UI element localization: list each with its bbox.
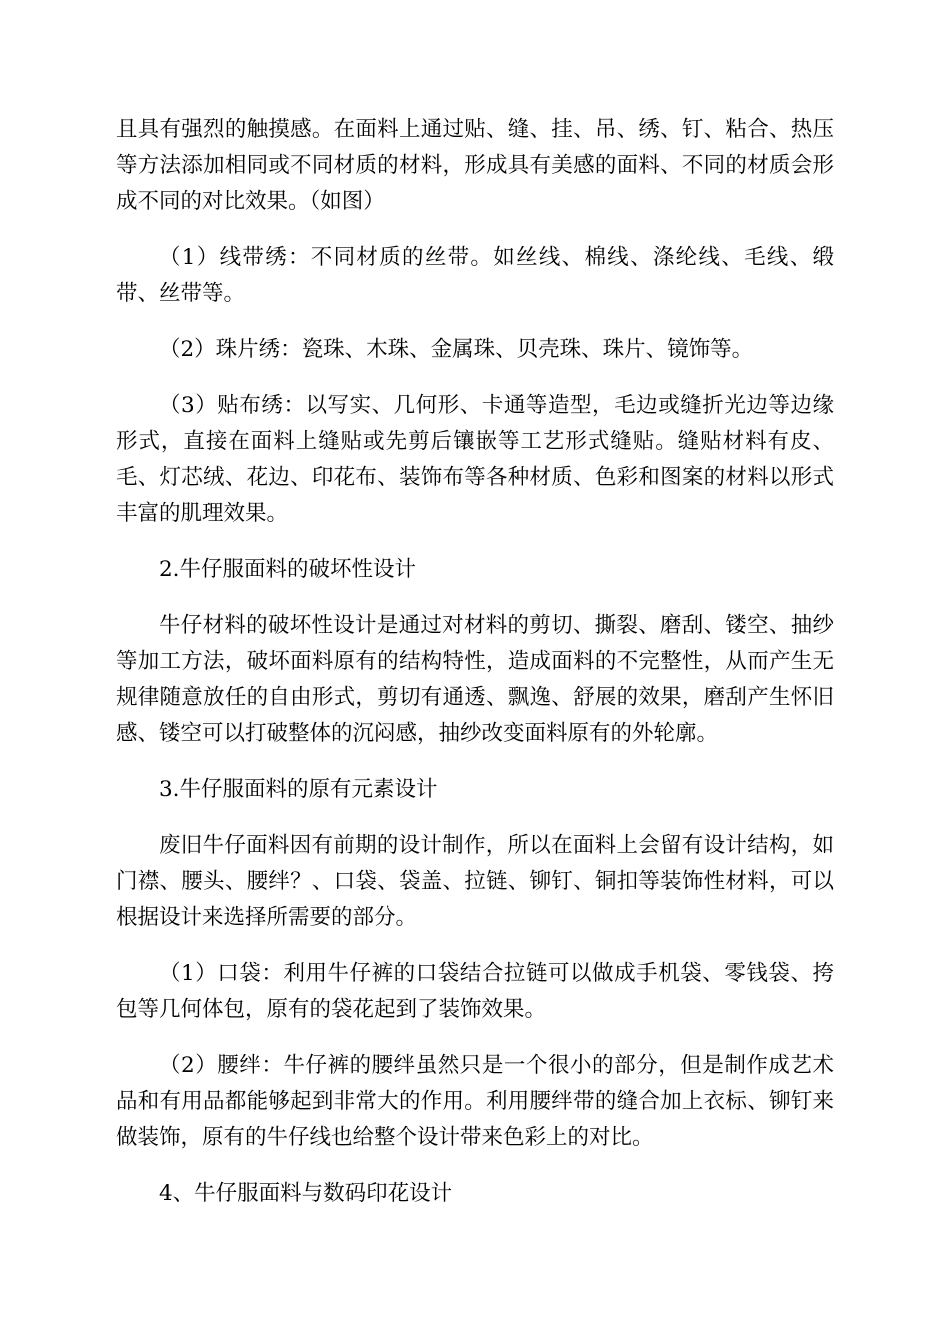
section-heading-digital-print: 4、牛仔服面料与数码印花设计 bbox=[159, 1181, 453, 1206]
paragraph-destructive-design: 牛仔材料的破坏性设计是通过对材料的剪切、撕裂、磨刮、镂空、抽纱等加工方法，破坏面料原有的结构特性，造成面料的不完整性，从而产生无规律随意放任的自由形式，剪切有通透、飘逸、舒展的效果，磨刮产生怀旧感、镂空可以打破整体的沉闷感，抽纱改变面料原有的外轮廓。 bbox=[116, 613, 834, 746]
paragraph-original-elements: 废旧牛仔面料因有前期的设计制作，所以在面料上会留有设计结构，如门襟、腰头、腰绊？、口袋、袋盖、拉链、铆钉、铜扣等装饰性材料，可以根据设计来选择所需要的部分。 bbox=[116, 833, 834, 930]
section-heading-destructive-design: 2.牛仔服面料的破坏性设计 bbox=[159, 557, 417, 582]
paragraph-applique-embroidery: （3）贴布绣：以写实、几何形、卡通等造型，毛边或缝折光边等边缘形式，直接在面料上缝贴或先剪后镶嵌等工艺形式缝贴。缝贴材料有皮、毛、灯芯绒、花边、印花布、装饰布等各种材质、色彩和图案的材料以形式丰富的肌理效果。 bbox=[116, 393, 834, 526]
paragraph-thread-embroidery: （1）线带绣：不同材质的丝带。如丝线、棉线、涤纶线、毛线、缎带、丝带等。 bbox=[116, 245, 834, 306]
section-heading-original-elements: 3.牛仔服面料的原有元素设计 bbox=[159, 777, 438, 802]
document-page bbox=[116, 112, 834, 1232]
paragraph-bead-embroidery: （2）珠片绣：瓷珠、木珠、金属珠、贝壳珠、珠片、镜饰等。 bbox=[159, 337, 754, 362]
paragraph-pocket: （1）口袋：利用牛仔裤的口袋结合拉链可以做成手机袋、零钱袋、挎包等几何体包，原有的袋花起到了装饰效果。 bbox=[116, 961, 834, 1022]
paragraph-waist-loop: （2）腰绊：牛仔裤的腰绊虽然只是一个很小的部分，但是制作成艺术品和有用品都能够起到非常大的作用。利用腰绊带的缝合加上衣标、铆钉来做装饰，原有的牛仔线也给整个设计带来色彩上的对比。 bbox=[116, 1053, 834, 1150]
paragraph-continuation: 且具有强烈的触摸感。在面料上通过贴、缝、挂、吊、绣、钉、粘合、热压等方法添加相同或不同材质的材料，形成具有美感的面料、不同的材质会形成不同的对比效果。（如图） bbox=[116, 117, 834, 214]
